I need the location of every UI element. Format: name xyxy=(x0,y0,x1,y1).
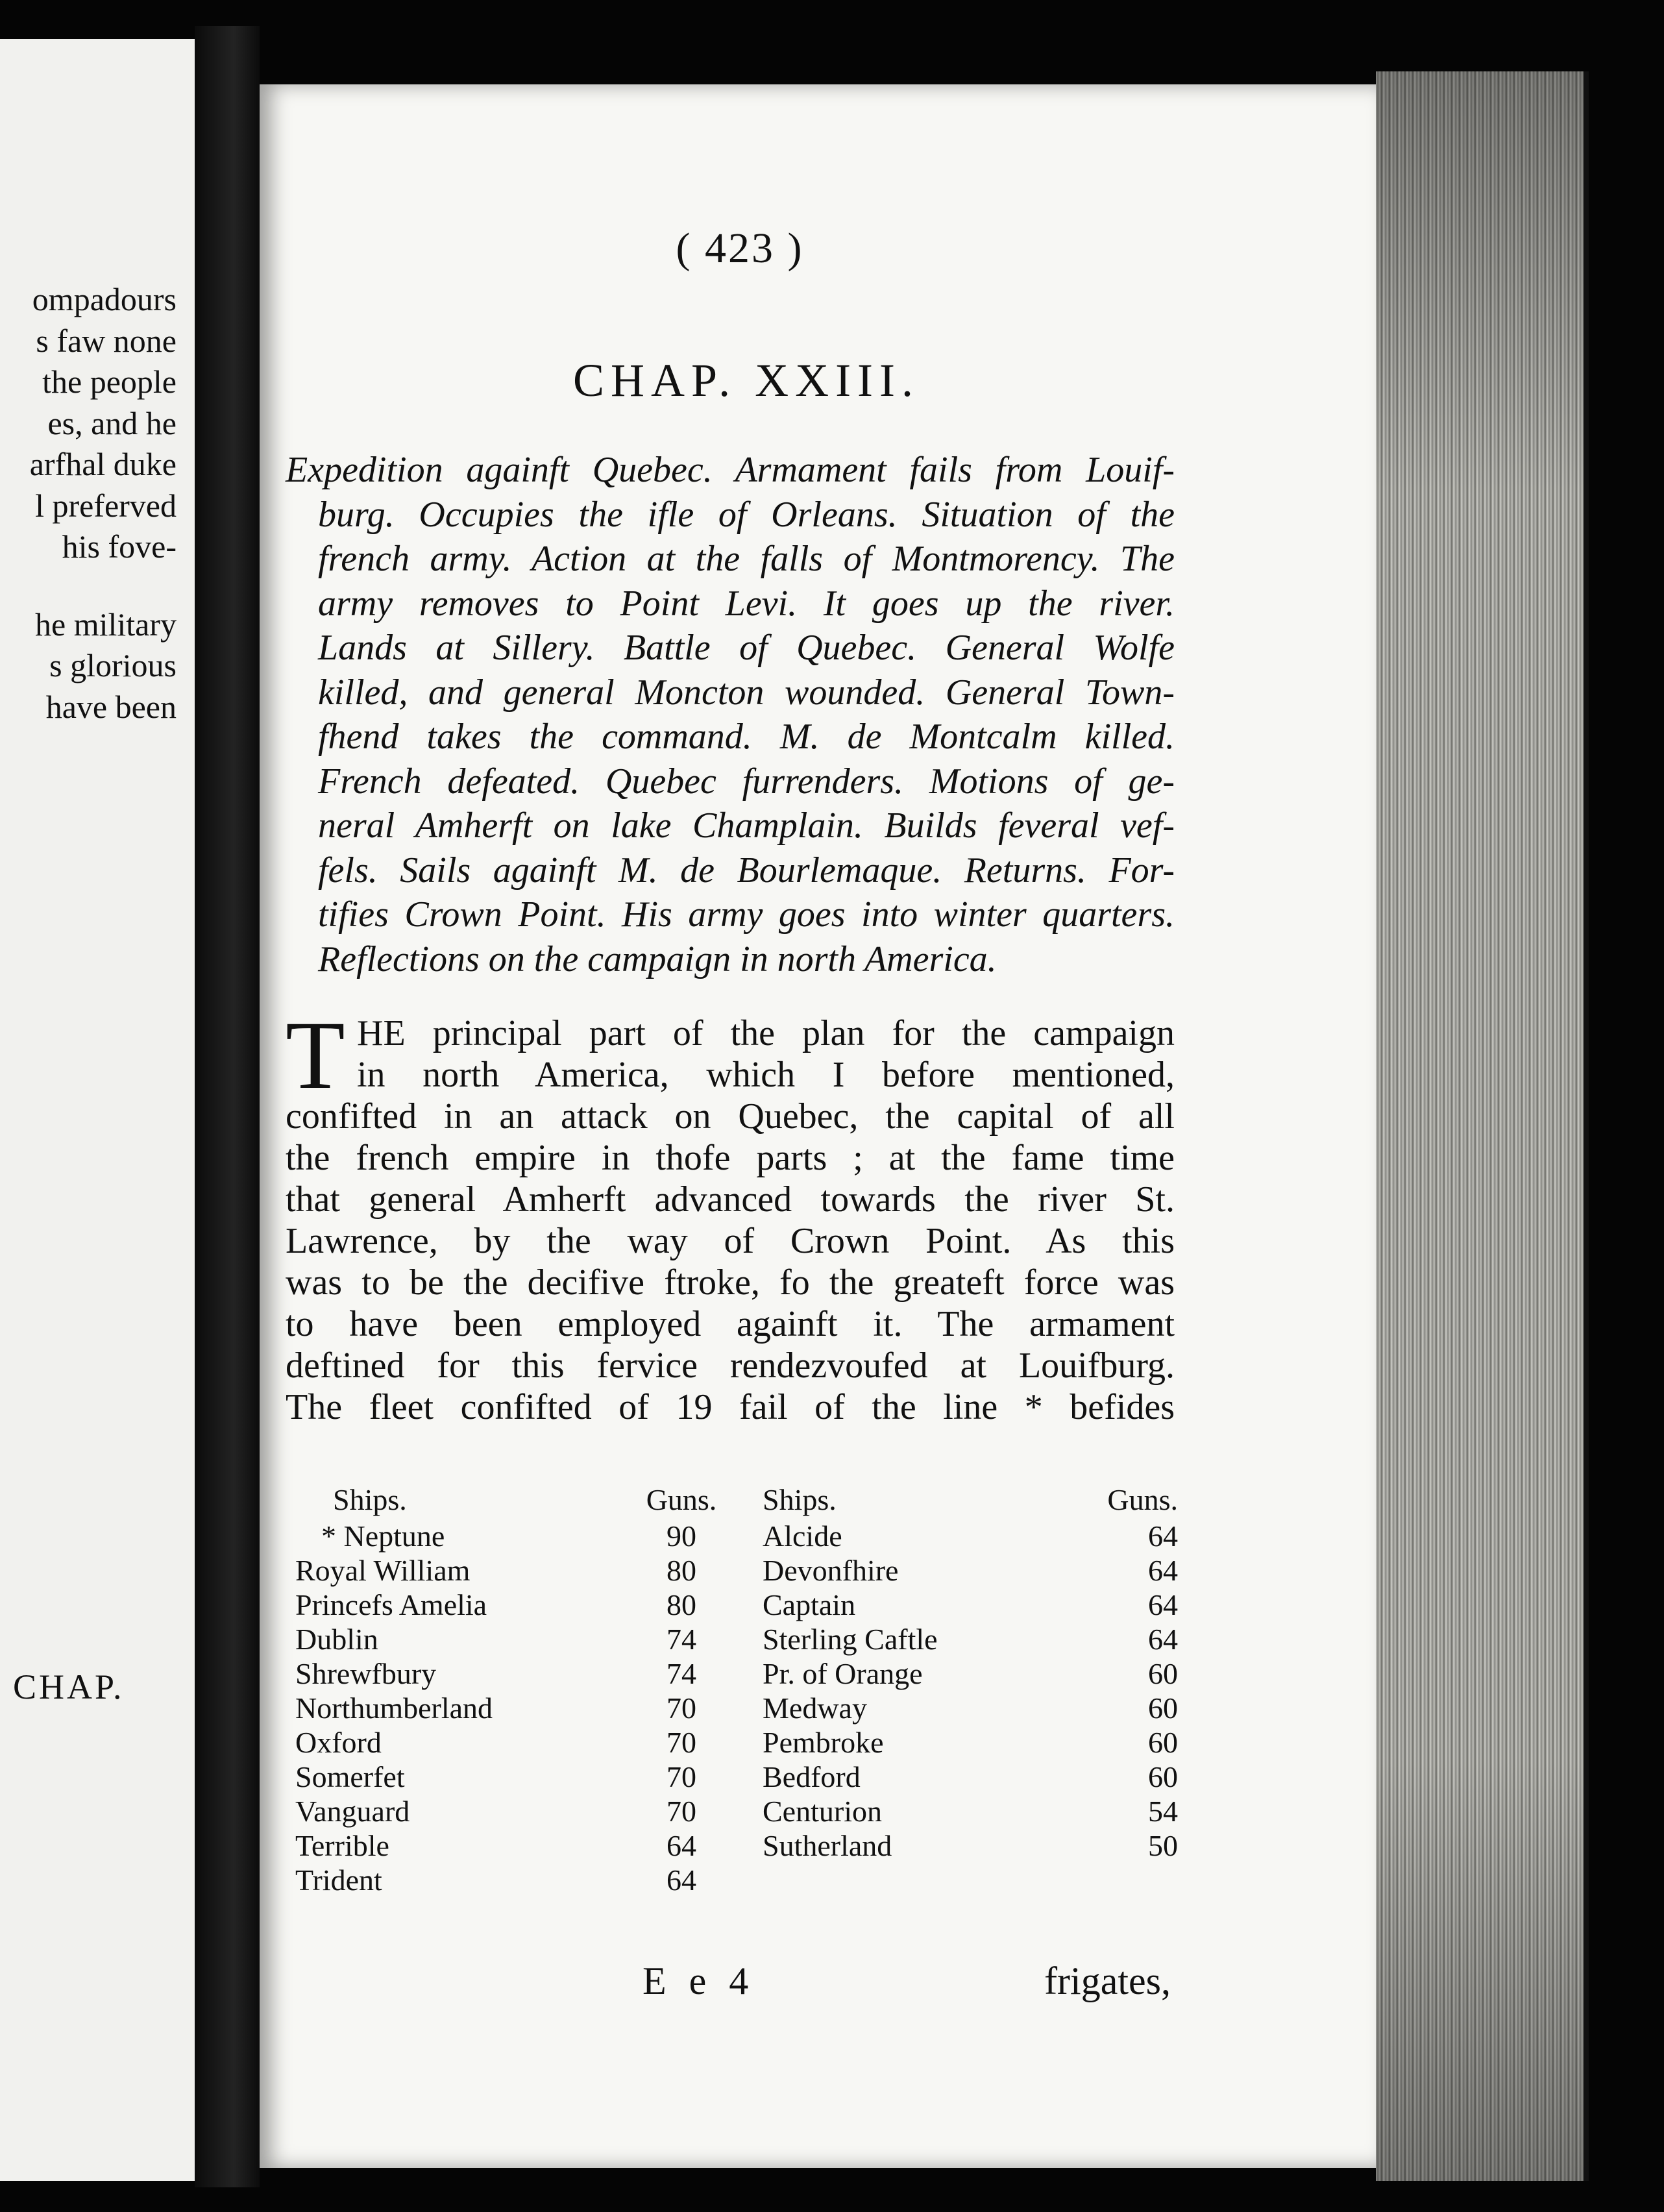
body-line: confifted in an attack on Quebec, the capital of all xyxy=(286,1096,1175,1137)
summary-line: Reflections on the campaign in north America. xyxy=(318,939,997,979)
previous-page-line: ompadours xyxy=(32,281,177,317)
ships-header: Ships. xyxy=(763,1483,837,1516)
ship-name: Centurion xyxy=(763,1795,882,1828)
ship-guns: 80 xyxy=(667,1554,696,1587)
drop-cap: T xyxy=(286,1002,345,1109)
ship-name: Sutherland xyxy=(763,1829,892,1862)
ship-name: Trident xyxy=(295,1863,382,1897)
ship-guns: 64 xyxy=(1148,1519,1178,1553)
summary-line: Expedition againft Quebec. Armament fails from Louif- xyxy=(286,450,1175,490)
guns-header: Guns. xyxy=(646,1483,717,1516)
summary-line: french army. Action at the falls of Montmorency. The xyxy=(318,539,1175,579)
ship-guns: 70 xyxy=(667,1726,696,1759)
body-line: was to be the decifive ftroke, fo the greateft force was xyxy=(286,1262,1175,1303)
ship-guns: 60 xyxy=(1148,1760,1178,1793)
ship-guns: 64 xyxy=(1148,1623,1178,1656)
previous-page-line: es, and he xyxy=(47,404,177,441)
ship-guns: 74 xyxy=(667,1657,696,1690)
ship-guns: 70 xyxy=(667,1795,696,1828)
ship-name: Devonfhire xyxy=(763,1554,899,1587)
ship-name: Royal William xyxy=(295,1554,471,1587)
ship-guns: 60 xyxy=(1148,1726,1178,1759)
chapter-title: CHAP. XXIII. xyxy=(573,354,920,406)
ship-name: Somerfet xyxy=(295,1760,405,1793)
ship-guns: 70 xyxy=(667,1760,696,1793)
summary-line: army removes to Point Levi. It goes up the river. xyxy=(318,583,1175,624)
previous-page-line: l preferved xyxy=(35,487,177,524)
ship-guns: 74 xyxy=(667,1623,696,1656)
previous-page-line: s glorious xyxy=(49,647,177,683)
summary-line: killed, and general Moncton wounded. General Town- xyxy=(318,672,1175,713)
ship-guns: 64 xyxy=(1148,1588,1178,1621)
guns-column-right xyxy=(1061,1481,1178,1863)
body-line: that general Amherft advanced towards the river St. xyxy=(286,1179,1175,1220)
previous-page-text xyxy=(30,279,177,728)
ships-column-right xyxy=(763,1481,1055,1863)
fore-edge-shadow xyxy=(1376,71,1584,2181)
previous-page-line: the people xyxy=(42,363,177,400)
ship-name: Princefs Amelia xyxy=(295,1588,487,1621)
ships-column-left xyxy=(295,1481,620,1897)
ship-guns: 60 xyxy=(1148,1691,1178,1725)
body-line: HE principal part of the plan for the campaign xyxy=(357,1013,1175,1053)
ship-name: Sterling Caftle xyxy=(763,1623,938,1656)
guns-column-left xyxy=(633,1481,730,1897)
guns-header: Guns. xyxy=(1107,1483,1178,1516)
previous-page-catchword: CHAP. xyxy=(13,1667,125,1706)
ship-name: * Neptune xyxy=(321,1519,445,1553)
ship-name: Alcide xyxy=(763,1519,842,1553)
previous-page-line: his fove- xyxy=(62,528,177,565)
ship-guns: 54 xyxy=(1148,1795,1178,1828)
previous-page-line: he military xyxy=(35,606,177,643)
signature-mark: E e 4 xyxy=(642,1960,755,2002)
body-line: in north America, which I before mentioned, xyxy=(357,1055,1175,1095)
chapter-summary xyxy=(286,448,1175,981)
summary-line: French defeated. Quebec furrenders. Motions of ge- xyxy=(318,761,1175,802)
ship-guns: 64 xyxy=(667,1863,696,1897)
previous-page-fragment xyxy=(0,39,199,2181)
summary-line: neral Amherft on lake Champlain. Builds feveral vef- xyxy=(318,805,1175,846)
previous-page-line: arfhal duke xyxy=(29,446,177,482)
ship-name: Dublin xyxy=(295,1623,378,1656)
summary-line: fels. Sails againft M. de Bourlemaque. Returns. For- xyxy=(318,850,1175,891)
ships-header: Ships. xyxy=(333,1483,407,1516)
body-line: Lawrence, by the way of Crown Point. As this xyxy=(286,1221,1175,1261)
ship-guns: 70 xyxy=(667,1691,696,1725)
ship-name: Shrewfbury xyxy=(295,1657,437,1690)
summary-line: tifies Crown Point. His army goes into winter quarters. xyxy=(318,894,1175,935)
ship-guns: 50 xyxy=(1148,1829,1178,1862)
previous-page-line: s faw none xyxy=(36,322,177,359)
catchword: frigates, xyxy=(1044,1960,1171,2002)
body-paragraph xyxy=(286,1002,1175,1428)
ship-name: Oxford xyxy=(295,1726,382,1759)
ship-name: Pembroke xyxy=(763,1726,884,1759)
ship-name: Vanguard xyxy=(295,1795,410,1828)
summary-line: fhend takes the command. M. de Montcalm killed. xyxy=(318,717,1175,757)
ship-guns: 64 xyxy=(667,1829,696,1862)
ship-name: Pr. of Orange xyxy=(763,1657,923,1690)
ship-guns: 64 xyxy=(1148,1554,1178,1587)
ship-guns: 80 xyxy=(667,1588,696,1621)
ship-name: Northumberland xyxy=(295,1691,493,1725)
body-line: to have been employed againft it. The armament xyxy=(286,1304,1175,1344)
ship-name: Captain xyxy=(763,1588,856,1621)
ship-guns: 60 xyxy=(1148,1657,1178,1690)
summary-line: burg. Occupies the ifle of Orleans. Situation of the xyxy=(318,494,1175,535)
body-line: The fleet confifted of 19 fail of the line * befides xyxy=(286,1387,1175,1427)
summary-line: Lands at Sillery. Battle of Quebec. General Wolfe xyxy=(318,628,1175,668)
ship-name: Medway xyxy=(763,1691,867,1725)
body-line: deftined for this fervice rendezvoufed at Louifburg. xyxy=(286,1346,1175,1386)
body-line: the french empire in thofe parts ; at the fame time xyxy=(286,1138,1175,1178)
ship-guns: 90 xyxy=(667,1519,696,1553)
ship-name: Bedford xyxy=(763,1760,861,1793)
previous-page-line: have been xyxy=(45,688,177,725)
ship-name: Terrible xyxy=(295,1829,389,1862)
book-gutter xyxy=(195,26,260,2187)
page-number: ( 423 ) xyxy=(676,225,804,272)
